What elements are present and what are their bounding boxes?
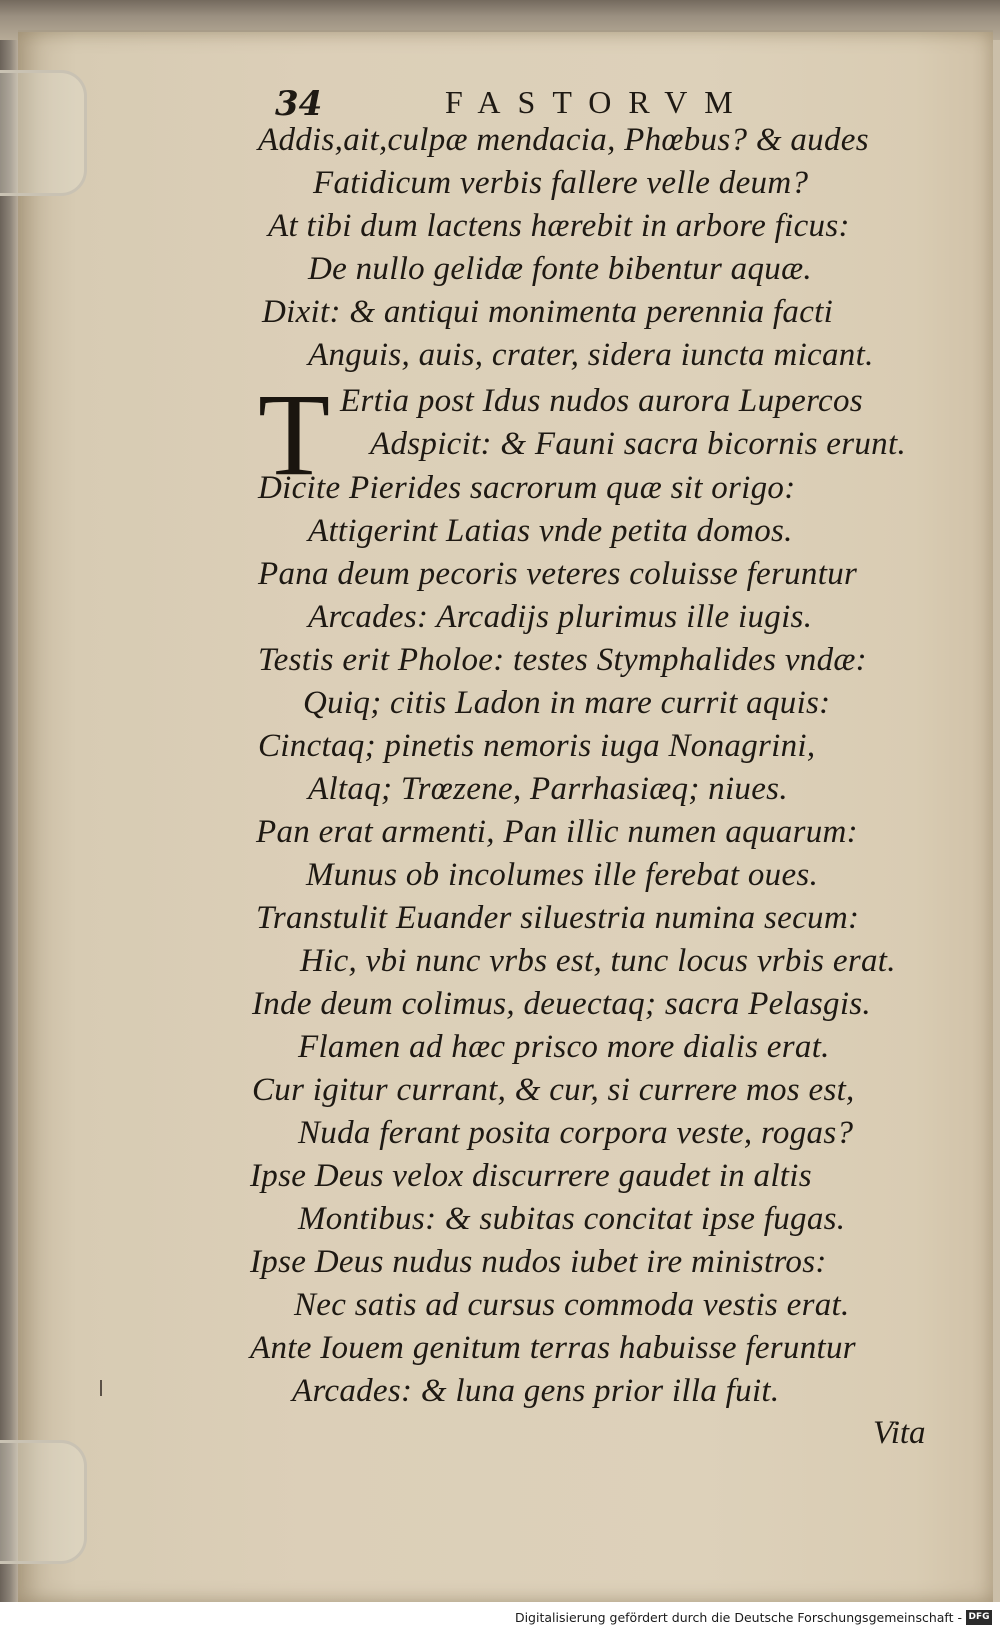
verse-line: Arcades: & luna gens prior illa fuit.	[292, 1373, 780, 1409]
verse-line: Arcades: Arcadijs plurimus ille iugis.	[308, 599, 813, 635]
verse-line: Pan erat armenti, Pan illic numen aquarum:	[256, 814, 858, 850]
verse-line: Altaq; Trœzene, Parrhasiæq; niues.	[308, 771, 788, 807]
verse-line: Nuda ferant posita corpora veste, rogas?	[298, 1115, 854, 1151]
verse-line: Hic, vbi nunc vrbs est, tunc locus vrbis erat.	[300, 943, 896, 979]
footer-credit: Digitalisierung gefördert durch die Deutsche Forschungsgemeinschaft -	[514, 1610, 962, 1625]
verse-line: Testis erit Pholoe: testes Stymphalides vndæ:	[258, 642, 867, 678]
verse-line: Dixit: & antiqui monimenta perennia facti	[262, 294, 834, 330]
verse-line: Attigerint Latias vnde petita domos.	[308, 513, 793, 549]
verse-line: Quiq; citis Ladon in mare currit aquis:	[303, 685, 831, 721]
page-number: 34	[275, 84, 323, 124]
running-title: FASTORVM	[445, 84, 750, 120]
verse-line: Transtulit Euander siluestria numina secum:	[256, 900, 860, 936]
verse-line: Munus ob incolumes ille ferebat oues.	[306, 857, 819, 893]
verse-line: Cinctaq; pinetis nemoris iuga Nonagrini,	[258, 728, 816, 764]
verse-line: Cur igitur currant, & cur, si currere mos est,	[252, 1072, 855, 1108]
verse-line: De nullo gelidæ fonte bibentur aquæ.	[308, 251, 812, 287]
verse-line: Ertia post Idus nudos aurora Lupercos	[340, 383, 863, 419]
verse-line: Addis,ait,culpæ mendacia, Phœbus? & audes	[258, 122, 869, 158]
verse-line: Fatidicum verbis fallere velle deum?	[313, 165, 809, 201]
verse-line: Anguis, auis, crater, sidera iuncta micant.	[308, 337, 874, 373]
verse-line: Ante Iouem genitum terras habuisse feruntur	[250, 1330, 856, 1366]
catchword: Vita	[873, 1415, 926, 1451]
verse-line: Flamen ad hæc prisco more dialis erat.	[298, 1029, 830, 1065]
verse-line: Ipse Deus nudus nudos iubet ire ministros:	[250, 1244, 827, 1280]
verse-line: Pana deum pecoris veteres coluisse feruntur	[258, 556, 858, 592]
verse-line: Dicite Pierides sacrorum quæ sit origo:	[258, 470, 796, 506]
verse-line: Nec satis ad cursus commoda vestis erat.	[294, 1287, 850, 1323]
verse-line: Montibus: & subitas concitat ipse fugas.	[298, 1201, 846, 1237]
digitization-footer	[0, 1602, 1000, 1635]
verse-line: Adspicit: & Fauni sacra bicornis erunt.	[370, 426, 906, 462]
verse-line: Ipse Deus velox discurrere gaudet in altis	[250, 1158, 812, 1194]
drop-cap-initial: T	[258, 369, 331, 500]
verse-line: At tibi dum lactens hærebit in arbore ficus:	[268, 208, 850, 244]
dfg-logo-icon: DFG	[966, 1610, 992, 1625]
verse-line: Inde deum colimus, deuectaq; sacra Pelasgis.	[252, 986, 871, 1022]
margin-mark	[100, 1380, 102, 1396]
